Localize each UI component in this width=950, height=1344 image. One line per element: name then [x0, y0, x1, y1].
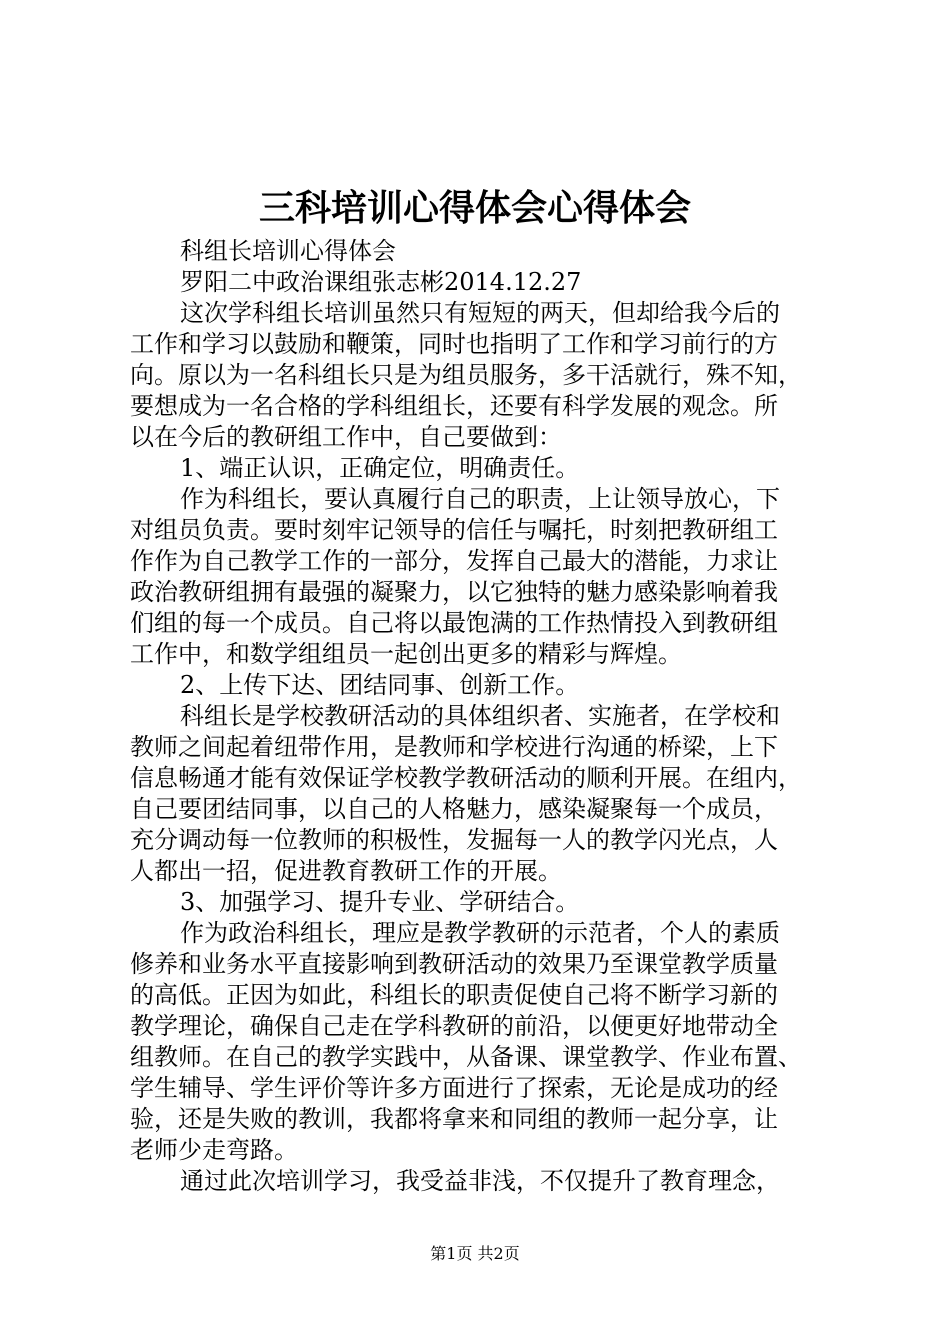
text-line: 信息畅通才能有效保证学校教学教研活动的顺利开展。在组内， — [130, 764, 802, 792]
text-line: 老师少走弯路。 — [130, 1136, 298, 1164]
document-body — [130, 236, 850, 1197]
text-line: 科组长是学校教研活动的具体组织者、实施者，在学校和 — [180, 702, 780, 730]
text-line: 工作和学习以鼓励和鞭策，同时也指明了工作和学习前行的方 — [130, 330, 778, 358]
text-line: 学生辅导、学生评价等许多方面进行了探索，无论是成功的经 — [130, 1074, 778, 1102]
text-line: 科组长培训心得体会 — [180, 237, 396, 265]
text-line: 人都出一招，促进教育教研工作的开展。 — [130, 857, 562, 885]
text-line: 工作中，和数学组组员一起创出更多的精彩与辉煌。 — [130, 640, 682, 668]
text-line: 验，还是失败的教训，我都将拿来和同组的教师一起分享，让 — [130, 1105, 778, 1133]
text-line: 自己要团结同事，以自己的人格魅力，感染凝聚每一个成员， — [130, 795, 778, 823]
text-line: 3、加强学习、提升专业、学研结合。 — [180, 888, 580, 916]
text-line: 修养和业务水平直接影响到教研活动的效果乃至课堂教学质量 — [130, 950, 778, 978]
text-line: 以在今后的教研组工作中，自己要做到： — [130, 423, 562, 451]
page-footer: 第1页 共2页 — [430, 1244, 520, 1263]
text-line: 作为科组长，要认真履行自己的职责，上让领导放心，下 — [180, 485, 780, 513]
text-line: 1、端正认识，正确定位，明确责任。 — [180, 454, 580, 482]
text-line: 教师之间起着纽带作用，是教师和学校进行沟通的桥梁，上下 — [130, 733, 778, 761]
document-title: 三科培训心得体会心得体会 — [258, 187, 691, 229]
text-line: 政治教研组拥有最强的凝聚力，以它独特的魅力感染影响着我 — [130, 578, 778, 606]
text-line: 们组的每一个成员。自己将以最饱满的工作热情投入到教研组 — [130, 609, 778, 637]
text-line: 这次学科组长培训虽然只有短短的两天，但却给我今后的 — [180, 299, 780, 327]
text-line: 通过此次培训学习，我受益非浅，不仅提升了教育理念， — [180, 1167, 780, 1195]
text-line: 教学理论，确保自己走在学科教研的前沿，以便更好地带动全 — [130, 1012, 778, 1040]
text-line: 2、上传下达、团结同事、创新工作。 — [180, 671, 580, 699]
text-line: 要想成为一名合格的学科组组长，还要有科学发展的观念。所 — [130, 392, 778, 420]
text-line: 向。原以为一名科组长只是为组员服务，多干活就行，殊不知， — [130, 361, 802, 389]
text-line: 的高低。正因为如此，科组长的职责促使自己将不断学习新的 — [130, 981, 778, 1009]
text-line: 作作为自己教学工作的一部分，发挥自己最大的潜能，力求让 — [130, 547, 778, 575]
text-line: 充分调动每一位教师的积极性，发掘每一人的教学闪光点，人 — [130, 826, 778, 854]
text-line: 罗阳二中政治课组张志彬2014.12.27 — [180, 268, 582, 296]
text-line: 作为政治科组长，理应是教学教研的示范者，个人的素质 — [180, 919, 780, 947]
text-line: 组教师。在自己的教学实践中，从备课、课堂教学、作业布置、 — [130, 1043, 802, 1071]
text-line: 对组员负责。要时刻牢记领导的信任与嘱托，时刻把教研组工 — [130, 516, 778, 544]
